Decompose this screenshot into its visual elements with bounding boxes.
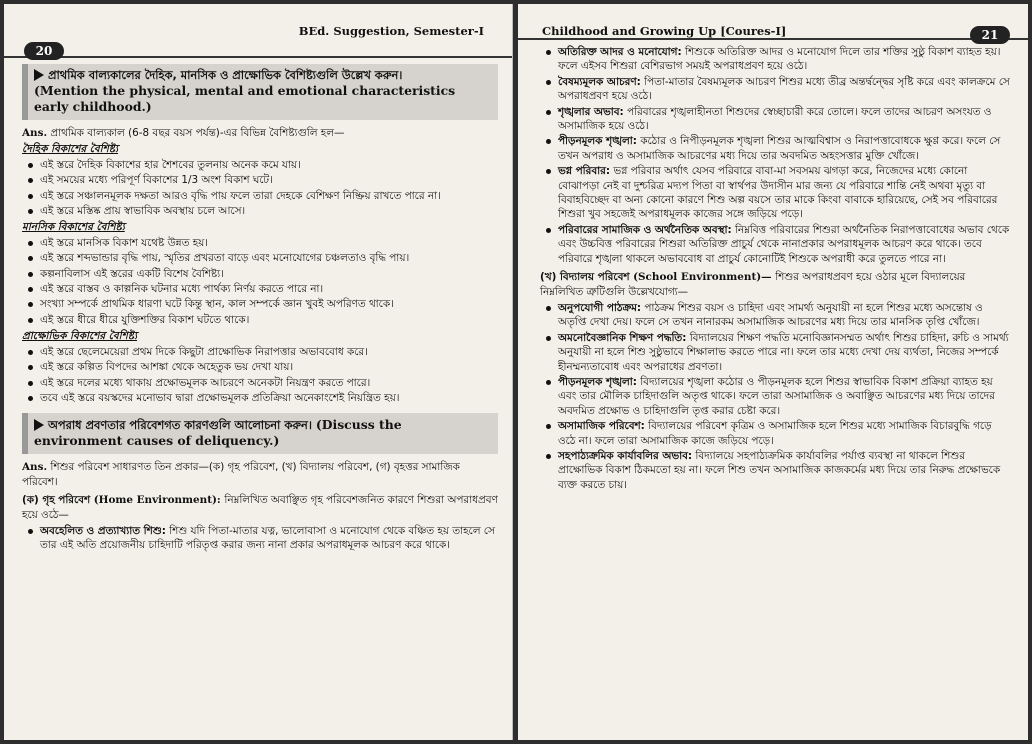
school-env-head-en: (School Environment)— [633,271,772,284]
home-env-head-tail: নিম্নলিখিত অবাঞ্ছিত গৃহ পরিবেশজনিত কারণে শিশুরা অপরাধপ্রবণ হয়ে ওঠে— [22,494,498,521]
question-en: (Mention the physical, mental and emotional characteristics early childhood.) [34,83,456,114]
right-page-header [518,4,1028,40]
list-item: এই স্তরে দলের মধ্যে থাকায় প্রক্ষোভমূলক আচরণে অনেকটা নিয়ন্ত্রণ করতে পারে। [40,376,498,390]
left-page-content [22,62,498,554]
page-number: 21 [970,26,1010,44]
list-item: এই স্তরে মস্তিষ্ক প্রায় স্বাভাবিক অবস্থায় চলে আসে। [40,204,498,218]
school-env-head-bn: (খ) বিদ্যালয় পরিবেশ [540,271,630,284]
answer-2-text: শিশুর পরিবেশ সাধারণত তিন প্রকার—(ক) গৃহ পরিবেশ, (খ) বিদ্যালয় পরিবেশ, (গ) বৃহত্তর সামাজিক পরিবেশ। [22,461,460,488]
answer-label: Ans. [22,461,48,474]
school-env-head-tail: শিশুর অপরাধপ্রবণ হয়ে ওঠার মূলে বিদ্যালয়ের নিম্নলিখিত ত্রুটিগুলি উল্লেখযোগ্য— [540,271,966,298]
right-page-content [540,44,1010,493]
item-text: বিদ্যালয়ের শৃঙ্খলা কঠোর ও পীড়নমূলক হলে শিশুর স্বাভাবিক বিকাশ প্রক্রিয়া ব্যাহত হয় এবং তার মৌলিক চাহিদাগুলি অতৃপ্ত থাকে। ফলে তারা অসামাজিক ও অবাঞ্ছিত আচরণের মধ্য দিয়ে তাদের অবদমিত প্রক্ষোভ ও চাহিদাগুলি তৃপ্ত করার চেষ্টা করে। [558,375,995,417]
header-title: BEd. Suggestion, Semester-I [298,24,484,38]
answer-label: Ans. [22,127,48,139]
list-item: এই স্তরে বাস্তব ও কাল্পনিক ঘটনার মধ্যে পার্থক্য নির্ণয় করতে পারে না। [40,282,498,296]
item-text: পাঠক্রম শিশুর বয়স ও চাহিদা এবং সামর্থ্য অনুযায়ী না হলে শিশুর মধ্যে অসন্তোষ ও অতৃপ্তি দেখা দেয়। ফলে সে তখন নানারকম অসামাজিক আচরণের মধ্য দিয়ে তার মানসিক তৃপ্তি খোঁজে। [558,301,983,329]
home-env-head-en: (Home Environment): [93,494,221,507]
item-text: বিদ্যালয়ের শিক্ষণ পদ্ধতি মনোবিজ্ঞানসম্মত অর্থাৎ শিশুর চাহিদা, রুচি ও সামর্থ্য অনুযায়ী না হলে শিশু সুষ্ঠুভাবে শিক্ষালাভ করতে পারে না। ফলে তার মধ্যে দেখা দেয় ব্যর্থতা, নিজের সম্পর্কে হীনম্মন্যতাবোধ এবং অপরাধের প্রবণতা। [558,331,1009,373]
item-term: অসামাজিক পরিবেশ: [558,420,645,433]
list-item [558,134,1010,163]
item-text: পিতা-মাতার বৈষম্যমূলক আচরণ শিশুর মধ্যে তীব্র অন্তর্দ্বন্দ্বের সৃষ্টি করে এবং কালক্রমে সে অপরাধপ্রবণ হয়ে ওঠে। [558,75,1010,103]
item-text: শিশু যদি পিতা-মাতার যত্ন, ভালোবাসা ও মনোযোগ থেকে বঞ্চিত হয় তাহলে সে তার এই অতি প্রয়োজনীয় চাহিদাটি পরিতৃপ্ত করার জন্য নানা প্রকার অপরাধমূলক আচরণ করে থাকে। [40,524,495,552]
answer-intro-text: প্রাথমিক বাল্যকাল (6-8 বছর বয়স পর্যন্ত)-এর বিভিন্ন বৈশিষ্ট্যগুলি হল— [50,127,345,139]
physical-list [22,158,498,219]
home-env-list-right [540,45,1010,266]
home-env-heading [22,493,498,522]
item-term: সহপাঠ্যক্রমিক কার্যাবলির অভাব: [558,449,693,462]
list-item: তবে এই স্তরে বয়স্কদের মনোভাব দ্বারা প্রক্ষোভমূলক প্রতিক্রিয়া অনেকাংশেই নিয়ন্ত্রিত হয়। [40,391,498,405]
item-text: নিম্নবিত্ত পরিবারের শিশুরা অর্থনৈতিক নিরাপত্তাবোধের অভাব থেকে এবং উচ্চবিত্ত পরিবারের শিশুরা অতিরিক্ত প্রাচুর্য থেকে নানাপ্রকার অপরাধমূলক আচরণ করে থাকে। তবে পরিবারে শৃঙ্খলা থাকলে অভাববোধ বা প্রাচুর্য কোনোটিই শিশুকে অপরাধী করে তুলতে পারে না। [558,223,1010,265]
list-item: সংখ্যা সম্পর্কে প্রাথমিক ধারণা ঘটে কিন্তু স্থান, কাল সম্পর্কে জ্ঞান খুবই অপরিণত থাকে। [40,297,498,311]
home-env-list-left [22,524,498,553]
item-term: অনুপযোগী পাঠক্রম: [558,301,642,314]
list-item [558,375,1010,418]
list-item [558,331,1010,374]
item-text: পরিবারের শৃঙ্খলাহীনতা শিশুদের স্বেচ্ছাচারী করে তোলে। ফলে তাদের আচরণ অসংযত ও অসামাজিক হয়ে ওঠে। [558,105,992,133]
school-env-list [540,301,1010,492]
question-box [22,64,498,120]
list-item [558,223,1010,266]
item-term: পরিবারের সামাজিক ও অর্থনৈতিক অবস্থা: [558,223,732,236]
page-number: 20 [24,42,64,60]
list-item [558,164,1010,222]
header-title: Childhood and Growing Up [Coures-I] [542,24,787,38]
emotional-heading: প্রাক্ষোভিক বিকাশের বৈশিষ্ট্য [22,330,138,343]
list-item: এই স্তরে সঞ্চালনমূলক দক্ষতা আরও বৃদ্ধি পায় ফলে তারা দেহকে বেশিক্ষণ নিষ্ক্রিয় রাখতে পারে না। [40,189,498,203]
home-env-head-bn: (ক) গৃহ পরিবেশ [22,494,91,507]
arrow-icon [34,69,44,81]
list-item: এই স্তরে ছেলেমেয়েরা প্রথম দিকে কিছুটা প্রাক্ষোভিক নিরাপত্তার অভাববোধ করে। [40,345,498,359]
list-item [558,75,1010,104]
list-item [558,105,1010,134]
emotional-list [22,345,498,406]
question-bn: প্রাথমিক বাল্যকালের দৈহিক, মানসিক ও প্রাক্ষোভিক বৈশিষ্ট্যগুলি উল্লেখ করুন। [48,68,403,82]
list-item [558,419,1010,448]
question-box [22,413,498,454]
list-item [40,524,498,553]
item-term: অতিরিক্ত আদর ও মনোযোগ: [558,46,682,58]
list-item: এই স্তরে শব্দভান্ডার বৃদ্ধি পায়, স্মৃতির প্রখরতা বাড়ে এবং মনোযোগের চঞ্চলতাও বৃদ্ধি পায়। [40,251,498,265]
question-en: (Discuss the environment causes of deliquency.) [34,417,402,449]
left-page-header [4,4,512,58]
item-term: বৈষম্যমূলক আচরণ: [558,75,641,88]
item-term: পীড়নমূলক শৃঙ্খলা: [558,375,637,388]
list-item [558,301,1010,330]
item-text: বিদ্যালয়ে সহপাঠ্যক্রমিক কার্যাবলির পর্যাপ্ত ব্যবস্থা না থাকলে শিশুর প্রাক্ষোভিক বিকাশ ঠিকমতো হয় না। ফলে শিশু তখন অসামাজিক কাজকর্মের মধ্য দিয়ে তার নিরুদ্ধ প্রক্ষোভকে ব্যক্ত করতে চায়। [558,449,1001,491]
arrow-icon [34,419,44,431]
right-page [518,4,1028,740]
list-item: এই সময়ের মধ্যে পরিপূর্ণ বিকাশের 1/3 অংশ বিকাশ ঘটে। [40,173,498,187]
list-item: এই স্তরে কল্পিত বিপদের আশঙ্কা থেকে অহেতুক ভয় দেখা যায়। [40,360,498,374]
item-term: অমনোবৈজ্ঞানিক শিক্ষণ পদ্ধতি: [558,331,687,344]
left-page [4,4,513,740]
list-item: এই স্তরে দৈহিক বিকাশের হার শৈশবের তুলনায় অনেক কমে যায়। [40,158,498,172]
mental-list [22,236,498,327]
item-term: ভগ্ন পরিবার: [558,165,611,178]
list-item: এই স্তরে ধীরে ধীরে যুক্তিশক্তির বিকাশ ঘটতে থাকে। [40,313,498,327]
answer-intro [22,126,498,140]
list-item [558,449,1010,492]
item-text: ভগ্ন পরিবার অর্থাৎ যেসব পরিবারে বাবা-মা সবসময় ঝগড়া করে, নিজেদের মধ্যে কোনো বোঝাপড়া নেই বা দুশ্চরিত্র মদ্যপ পিতা বা স্বার্থপর উদাসীন মার জন্য যে পরিবারে শান্তি নেই অথবা মৃত্যু বা বিবাহবিচ্ছেদ বা অন্য কোনো কারণে শিশু অল্প বয়সে তার মাকে কিংবা বাবাকে হারিয়েছে, সেই সব পরিবারের শিশুরা খুব সহজেই অপরাধমূলক কাজের সঙ্গে জড়িয়ে পড়ে। [558,165,998,221]
mental-heading: মানসিক বিকাশের বৈশিষ্ট্য [22,221,125,234]
list-item [558,45,1010,74]
item-term: পীড়নমূলক শৃঙ্খলা: [558,135,637,148]
item-text: বিদ্যালয়ের পরিবেশ কৃত্রিম ও অসামাজিক হলে শিশুর মধ্যে সামাজিক বিচারবুদ্ধি গড়ে ওঠে না। ফলে তারা অসামাজিক কাজে জড়িয়ে পড়ে। [558,420,992,447]
list-item: কল্পনাবিলাস এই স্তরের একটি বিশেষ বৈশিষ্ট্য। [40,267,498,281]
item-term: অবহেলিত ও প্রত্যাখ্যাত শিশু: [40,524,166,537]
question-bn: অপরাধ প্রবণতার পরিবেশগত কারণগুলি আলোচনা করুন। [48,418,312,433]
physical-heading: দৈহিক বিকাশের বৈশিষ্ট্য [22,143,119,156]
list-item: এই স্তরে মানসিক বিকাশ যথেষ্ট উন্নত হয়। [40,236,498,250]
answer-2 [22,460,498,489]
item-text: শিশুকে অতিরিক্ত আদর ও মনোযোগ দিলে তার শক্তির সুষ্ঠু বিকাশ ব্যাহত হয়। ফলে এইসব শিশুরা বেশিরভাগ সময়ই অপরাধপ্রবণ হয়ে ওঠে। [558,46,1001,73]
item-text: কঠোর ও নিপীড়নমূলক শৃঙ্খলা শিশুর আত্মবিশ্বাস ও নিরাপত্তাবোধকে ক্ষুণ্ণ করে। ফলে সে তখন অপরাধ ও অসামাজিক আচরণের মধ্য দিয়ে তার অবদমিত অহংসত্তার মুক্তি খোঁজে। [558,135,1001,162]
item-term: শৃঙ্খলার অভাব: [558,105,624,118]
school-env-heading [540,270,1010,299]
